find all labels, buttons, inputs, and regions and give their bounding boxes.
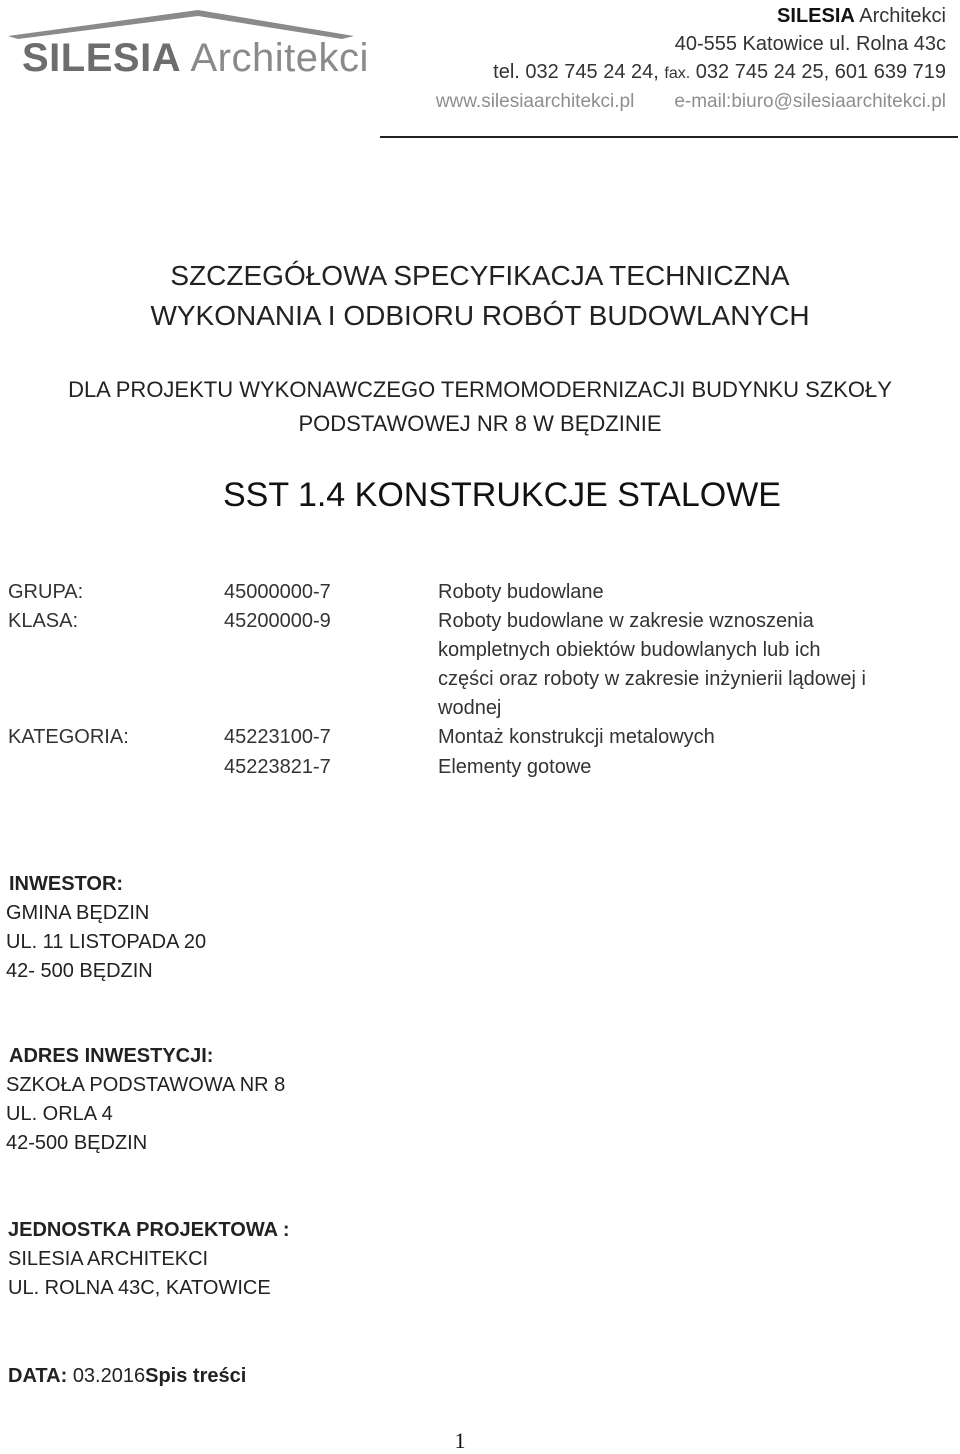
- class-code: 45000000-7: [224, 581, 331, 603]
- class-desc: Roboty budowlane: [438, 581, 604, 603]
- page-number: 1: [454, 1428, 466, 1453]
- date-value: 03.2016: [72, 1365, 146, 1387]
- class-label: KATEGORIA:: [8, 726, 129, 748]
- email-link[interactable]: e-mail:biuro@silesiaarchitekci.pl: [674, 91, 946, 112]
- project-title-line2: PODSTAWOWEJ NR 8 W BĘDZINIE: [298, 411, 662, 436]
- class-code: 45200000-9: [224, 610, 331, 632]
- class-desc: części oraz roboty w zakresie inżynierii lądowej i: [438, 668, 866, 690]
- investment-address-line: SZKOŁA PODSTAWOWA NR 8: [6, 1074, 286, 1096]
- fax-label: fax.: [664, 65, 691, 82]
- class-desc: kompletnych obiektów budowlanych lub ich: [438, 639, 821, 661]
- website-link[interactable]: www.silesiaarchitekci.pl: [435, 91, 635, 112]
- phone-number: tel. 032 745 24 24,: [493, 61, 659, 83]
- logo-brand-light: Architekci: [190, 36, 369, 80]
- spec-title-line2: WYKONANIA I ODBIORU ROBÓT BUDOWLANYCH: [150, 300, 810, 331]
- class-label: KLASA:: [8, 610, 79, 632]
- class-desc: Montaż konstrukcji metalowych: [438, 726, 715, 748]
- class-label: GRUPA:: [8, 581, 84, 603]
- investor-line: GMINA BĘDZIN: [6, 902, 150, 924]
- company-name-rest: Architekci: [859, 5, 946, 27]
- project-title-line1: DLA PROJEKTU WYKONAWCZEGO TERMOMODERNIZACJI BUDYNKU SZKOŁY: [68, 377, 892, 402]
- investment-address-heading: ADRES INWESTYCJI:: [9, 1045, 214, 1067]
- design-unit-line: UL. ROLNA 43C, KATOWICE: [8, 1277, 271, 1299]
- class-desc: Roboty budowlane w zakresie wznoszenia: [438, 610, 814, 632]
- investment-address-line: 42-500 BĘDZIN: [6, 1132, 148, 1154]
- investor-line: 42- 500 BĘDZIN: [6, 960, 153, 982]
- class-desc: Elementy gotowe: [438, 756, 592, 778]
- class-code: 45223100-7: [224, 726, 331, 748]
- company-logo: [8, 6, 369, 86]
- header-contact: [380, 2, 946, 116]
- class-code: 45223821-7: [224, 756, 331, 778]
- investor-heading: INWESTOR:: [9, 873, 124, 895]
- toc-heading: Spis treści: [145, 1365, 247, 1387]
- date-label: DATA:: [8, 1365, 68, 1387]
- design-unit-block: [8, 1216, 290, 1303]
- investor-block: [6, 870, 206, 986]
- investor-line: UL. 11 LISTOPADA 20: [6, 931, 207, 953]
- web-email-line: [380, 88, 946, 116]
- phone-fax-line: [380, 58, 946, 88]
- date-line: [8, 1362, 246, 1391]
- spec-title-line1: SZCZEGÓŁOWA SPECYFIKACJA TECHNICZNA: [170, 260, 790, 291]
- design-unit-line: SILESIA ARCHITEKCI: [8, 1248, 209, 1270]
- company-name-bold: SILESIA: [777, 5, 855, 27]
- company-address: 40-555 Katowice ul. Rolna 43c: [674, 33, 946, 55]
- logo-text: [22, 36, 369, 81]
- investment-address-line: UL. ORLA 4: [6, 1103, 113, 1125]
- sst-heading: SST 1.4 KONSTRUKCJE STALOWE: [223, 476, 781, 514]
- header-divider: [380, 136, 958, 138]
- investment-address-block: [6, 1042, 285, 1158]
- fax-number: 032 745 24 25, 601 639 719: [695, 61, 946, 83]
- class-desc: wodnej: [438, 697, 502, 719]
- design-unit-heading: JEDNOSTKA PROJEKTOWA :: [8, 1219, 290, 1241]
- company-name: [380, 2, 946, 30]
- logo-brand-bold: SILESIA: [22, 36, 182, 80]
- logo-roof-icon: [8, 6, 358, 40]
